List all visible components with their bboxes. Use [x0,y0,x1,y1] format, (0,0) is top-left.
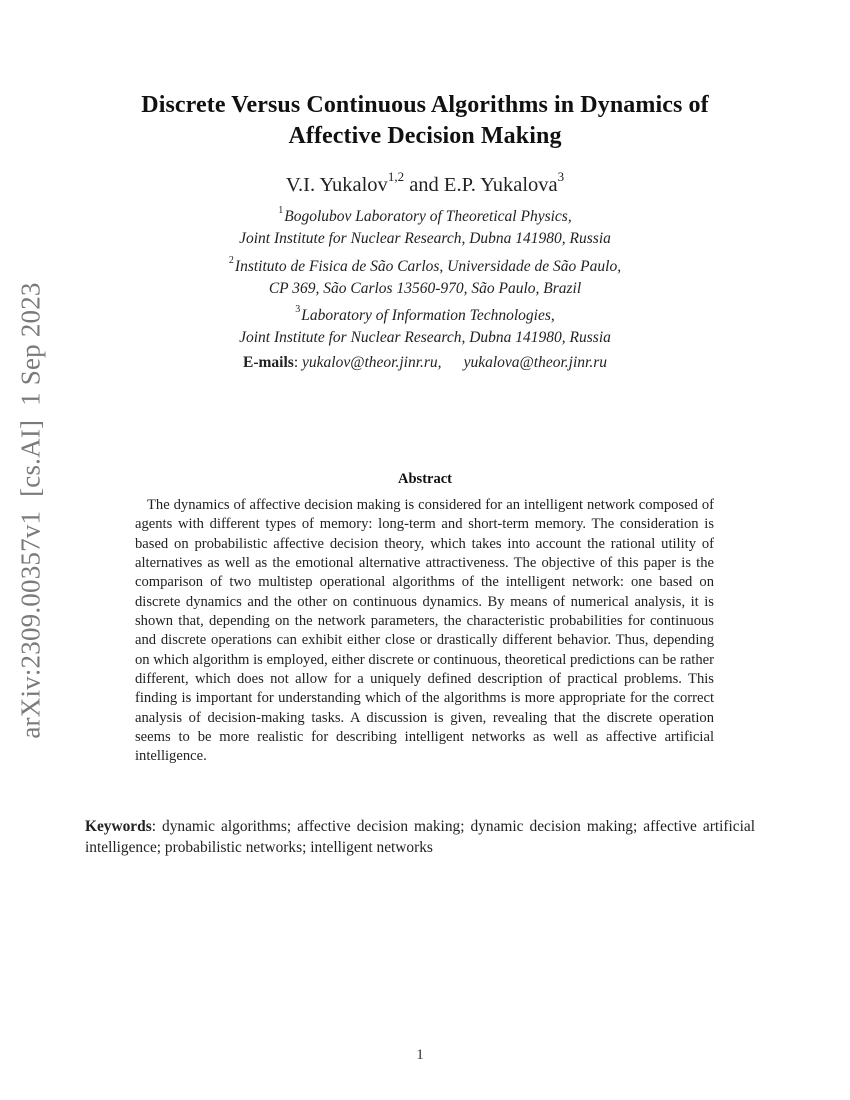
keywords-section [85,816,755,858]
keywords-label: Keywords [85,818,152,835]
affiliation-3 [60,301,790,349]
author-name: V.I. Yukalov [285,173,388,196]
emails-label: E-mails [243,354,294,371]
author-joiner: and [404,173,444,196]
affiliation-line: Instituto de Fisica de São Carlos, Universidade de São Paulo, [234,258,622,276]
email-contacts [60,352,790,374]
keywords-list: dynamic algorithms; affective decision making; dynamic decision making; affective artificial intelligence; probabilistic networks; intelligent networks [85,818,755,856]
emails-separator: : [293,354,299,371]
author-name: E.P. Yukalova [443,173,558,196]
email-link[interactable]: yukalov@theor.jinr.ru, [302,354,442,371]
page-number: 1 [416,1047,424,1063]
affiliation-line: Joint Institute for Nuclear Research, Dubna 141980, Russia [239,329,611,347]
title-line-2: Affective Decision Making [288,123,562,149]
affiliation-2 [60,252,790,300]
title-line-1: Discrete Versus Continuous Algorithms in Dynamics of [141,92,709,118]
abstract-text: The dynamics of affective decision making is considered for an intelligent network composed of agents with different types of memory: long-term and short-term memory. The consideration is based on probabilistic affective decision theory, which takes into account the rational utility of alternatives as well as the emotional alternative attractiveness. The objective of this paper is the comparison of two multistep operational algorithms of the intelligent network: one based on discrete dynamics and the other on continuous dynamics. By means of numerical analysis, it is shown that, depending on the network parameters, the characteristic probabilities for continuous and discrete operations can exhibit either close or drastically different behavior. Thus, depending on which algorithm is employed, either discrete or continuous, theoretical predictions can be rather different, which does not allow for a uniquely defined description of practical problems. This finding is important for understanding which of the algorithms is more appropriate for the correct analysis of decision-making tasks. A discussion is given, revealing that the discrete operation seems to be more realistic for describing intelligent networks as well as affective artificial intelligence. [135,497,714,765]
abstract-heading: Abstract [398,471,452,487]
keywords-separator: : [151,818,156,835]
affiliation-1 [60,202,790,250]
paper-title [60,90,790,152]
affiliation-line: CP 369, São Carlos 13560-970, São Paulo, Brazil [268,280,582,298]
email-link[interactable]: yukalova@theor.jinr.ru [463,354,607,371]
author-affiliation-mark: 3 [557,169,565,184]
affiliation-line: Laboratory of Information Technologies, [301,307,555,325]
author-affiliation-mark: 1,2 [387,169,405,184]
arxiv-identifier-text: arXiv:2309.00357v1 [cs.AI] 1 Sep 2023 [15,281,46,739]
affiliation-line: Bogolubov Laboratory of Theoretical Physics, [284,208,572,226]
affiliation-line: Joint Institute for Nuclear Research, Dubna 141980, Russia [239,230,611,248]
author-list [60,166,790,198]
affiliation-mark: 3 [295,304,301,315]
arxiv-identifier-stamp [8,272,54,748]
affiliation-mark: 2 [228,255,234,266]
affiliation-mark: 1 [278,205,284,216]
